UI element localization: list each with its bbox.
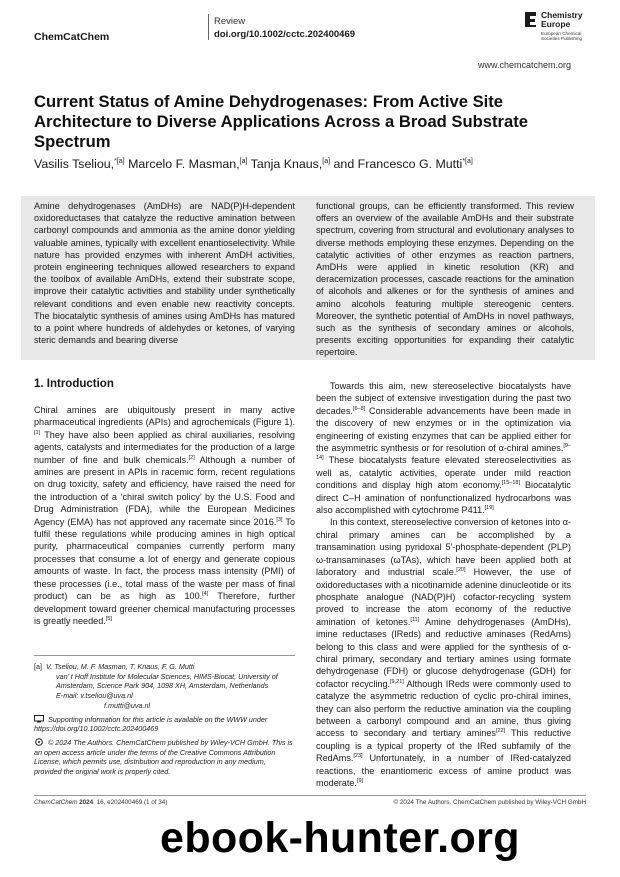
header-divider [208, 14, 209, 40]
affiliation-block: [a] V. Tseliou, M. F. Masman, T. Knaus, F. G. Mutti van’ t Hoff Institute for Molecular Sciences, HIMS-Biocat, University of Amsterdam, Science Park 904, 1098 XH, Amsterdam, Netherlands E-mail: v.tseliou@uva.nl f.mutti@uva.nl Supporting information for this article is available on the WWW under https://doi.org/10.1002/cctc.202400469 © 2024 The Authors. ChemCatChem published by Wiley-VCH GmbH. This is an open access article under the terms of the Creative Commons Attribution License, which permits use, distribution and reproduction in any medium, provided the original work is properly cited. [34, 662, 295, 777]
email-link[interactable]: v.tseliou@uva.nl [80, 691, 133, 701]
abstract-left: Amine dehydrogenases (AmDHs) are NAD(P)H-dependent oxidoreductases that catalyze the reductive amination between carbonyl compounds and ammonia as the amine donor yielding valuable amines, typically with excellent enantioselectivity. While nature has provided enzymes with inherent AmDH activities, protein engineering techniques allowed researchers to expand the toolbox of available AmDHs, extend their substrate scope, improve their catalytic activities and stability under synthetically relevant conditions and even enable new reactivity concepts. The biocatalytic synthesis of amines using AmDHs has matured to a point where hundreds of aldehydes or ketones, of varying steric demands and bearing diverse [34, 201, 295, 346]
author: Tanja Knaus, [247, 157, 323, 171]
journal-website[interactable]: www.chemcatchem.org [477, 60, 571, 70]
article-title: Current Status of Amine Dehydrogenases: From Active Site Architecture to Diverse Applications Across a Broad Substrate Spectrum [34, 92, 528, 151]
intro-left-column [34, 404, 295, 627]
footer-divider [34, 795, 586, 796]
intro-right-column [316, 380, 571, 789]
chemistry-europe-logo-icon [524, 11, 537, 28]
supporting-info: Supporting information for this article is available on the WWW under https://doi.org/10.1002/cctc.202400469 [34, 714, 268, 734]
watermark: ebook-hunter.org [160, 814, 520, 862]
section-heading: 1. Introduction [34, 378, 114, 390]
paragraph: In this context, stereoselective conversion of ketones into α-chiral primary amines can be accomplished by a transamination using pyridoxal 5′-phosphate-dependent (PLP) ω-transaminases (ωTAs), which have been applied both at laboratory and industrial scale.[20] However, the use of oxidoreductases with a nicotinamide adenine dinucleotide or its phosphate analogue (NAD(P)H) cofactor-recycling system proved to increase the atom economy of the reductive amination of ketones.[11] Amine dehydrogenases (AmDHs), imine reductases (IReds) and reductive aminases (RedAms) belong to this class and were applied for the synthesis of α-chiral primary, secondary and tertiary amines using formate dehydrogenase (FDH) or glucose dehydrogenase (GDH) for cofactor recycling.[9,21] Although IReds were commonly used to catalyze the asymmetric reduction of cyclic pro-chiral imines, they can also perform the reductive amination via the coupling between a carbonyl compound and an amine, thus giving access to secondary and tertiary amines[22] This reductive coupling is a typical property of the IRed subfamily of the RedAms.[23] Unfortunately, in a number of IRed-catalyzed reactions, the enantiomeric excess of amine product was moderate.[9] [316, 517, 572, 788]
email-link[interactable]: f.mutti@uva.nl [104, 700, 151, 710]
publisher-logo-subtitle: European Chemical Societies Publishing [541, 31, 583, 42]
author: and Francesco G. Mutti [330, 157, 463, 171]
author: Vasilis Tseliou, [34, 157, 115, 171]
monitor-icon [34, 715, 44, 723]
affiliation-names: V. Tseliou, M. F. Masman, T. Knaus, F. G. Mutti [46, 662, 195, 671]
affiliation-divider [34, 655, 295, 656]
footer-copyright: © 2024 The Authors. ChemCatChem published by Wiley-VCH GmbH [393, 799, 586, 806]
paragraph: Towards this aim, new stereoselective biocatalysts have been the subject of extensive investigation during the past two decades.[6–8] Considerable advancements have been made in the discovery of new enzymes or in the optimization via engineering of existing enzymes that can be applied either for the asymmetric synthesis or for resolution of α-chiral amines.[9–14] These biocatalysts feature elevated stereoselectivities as well as, catalytic activities, operate under mild reaction conditions and display high atom economy.[15–18] Biocatalytic direct C–H amination of nonfunctionalized hydrocarbons was also accomplished with cytochrome P411.[19] [316, 381, 571, 516]
abstract-right: functional groups, can be efficiently transformed. This review offers an overview of the available AmDHs and their substrate spectrum, covering from structural and evolutionary analyses to diverse methods employing these enzymes. Depending on the catalytic activities of other enzymes as reaction partners, AmDHs were applied in kinetic resolution (KR) and deracemization processes, cascade reactions for the amination of alcohols and alkenes or for the synthesis of amines and amino alcohols featuring multiple stereogenic centers. Moreover, the synthetic potential of AmDHs in novel pathways, such as the synthesis of secondary amines or alcohols, presents exciting opportunities for expanding their catalytic repertoire. [316, 201, 574, 358]
paragraph: Chiral amines are ubiquitously present in many active pharmaceutical ingredients (APIs) and agrochemicals (Figure 1).[1] They have also been applied as chiral auxiliaries, resolving agents, catalysts and intermediates for the production of a large number of fine and bulk chemicals.[2] Although a number of amines are present in APIs in racemic form, recent regulations on drug toxicity, safety and efficiency, have raised the need for the introduction of a ‘chiral switch policy’ by the U.S. Food and Drug Administration (FDA), while the European Medicines Agency (EMA) has not approved any racemate since 2016.[3] To fulfil these regulations while producing amines in high optical purity, pharmaceutical companies currently perform many processes that consume a lot of energy and generate copious amounts of waste. In fact, the process mass intensity (PMI) of these processes (i.e., total mass of the waste per mass of final product) can be as high as 100.[4] Therefore, further development toward greener chemical manufacturing processes is greatly needed.[5] [34, 405, 296, 626]
author-list: Vasilis Tseliou,$^{*[a]}$ Marcelo F. Masman,[a] Tanja Knaus,[a] and Francesco G. Mutti$^{*[a]}$ [34, 157, 473, 171]
license-note: © 2024 The Authors. ChemCatChem published by Wiley-VCH GmbH. This is an open access article under the terms of the Creative Commons Attribution License, which permits use, distribution and reproduction in any medium, provided the original work is properly cited. [34, 737, 293, 777]
article-type: Review [214, 16, 246, 27]
journal-name: ChemCatChem [34, 31, 110, 43]
open-access-icon [34, 738, 44, 746]
footer-citation: ChemCatChem 2024, 16, e202400469 (1 of 34) [34, 799, 168, 806]
doi-link[interactable]: doi.org/10.1002/cctc.202400469 [214, 29, 356, 40]
author: Marcelo F. Masman, [124, 157, 240, 171]
publisher-logo-title: Chemistry Europe [541, 10, 583, 29]
